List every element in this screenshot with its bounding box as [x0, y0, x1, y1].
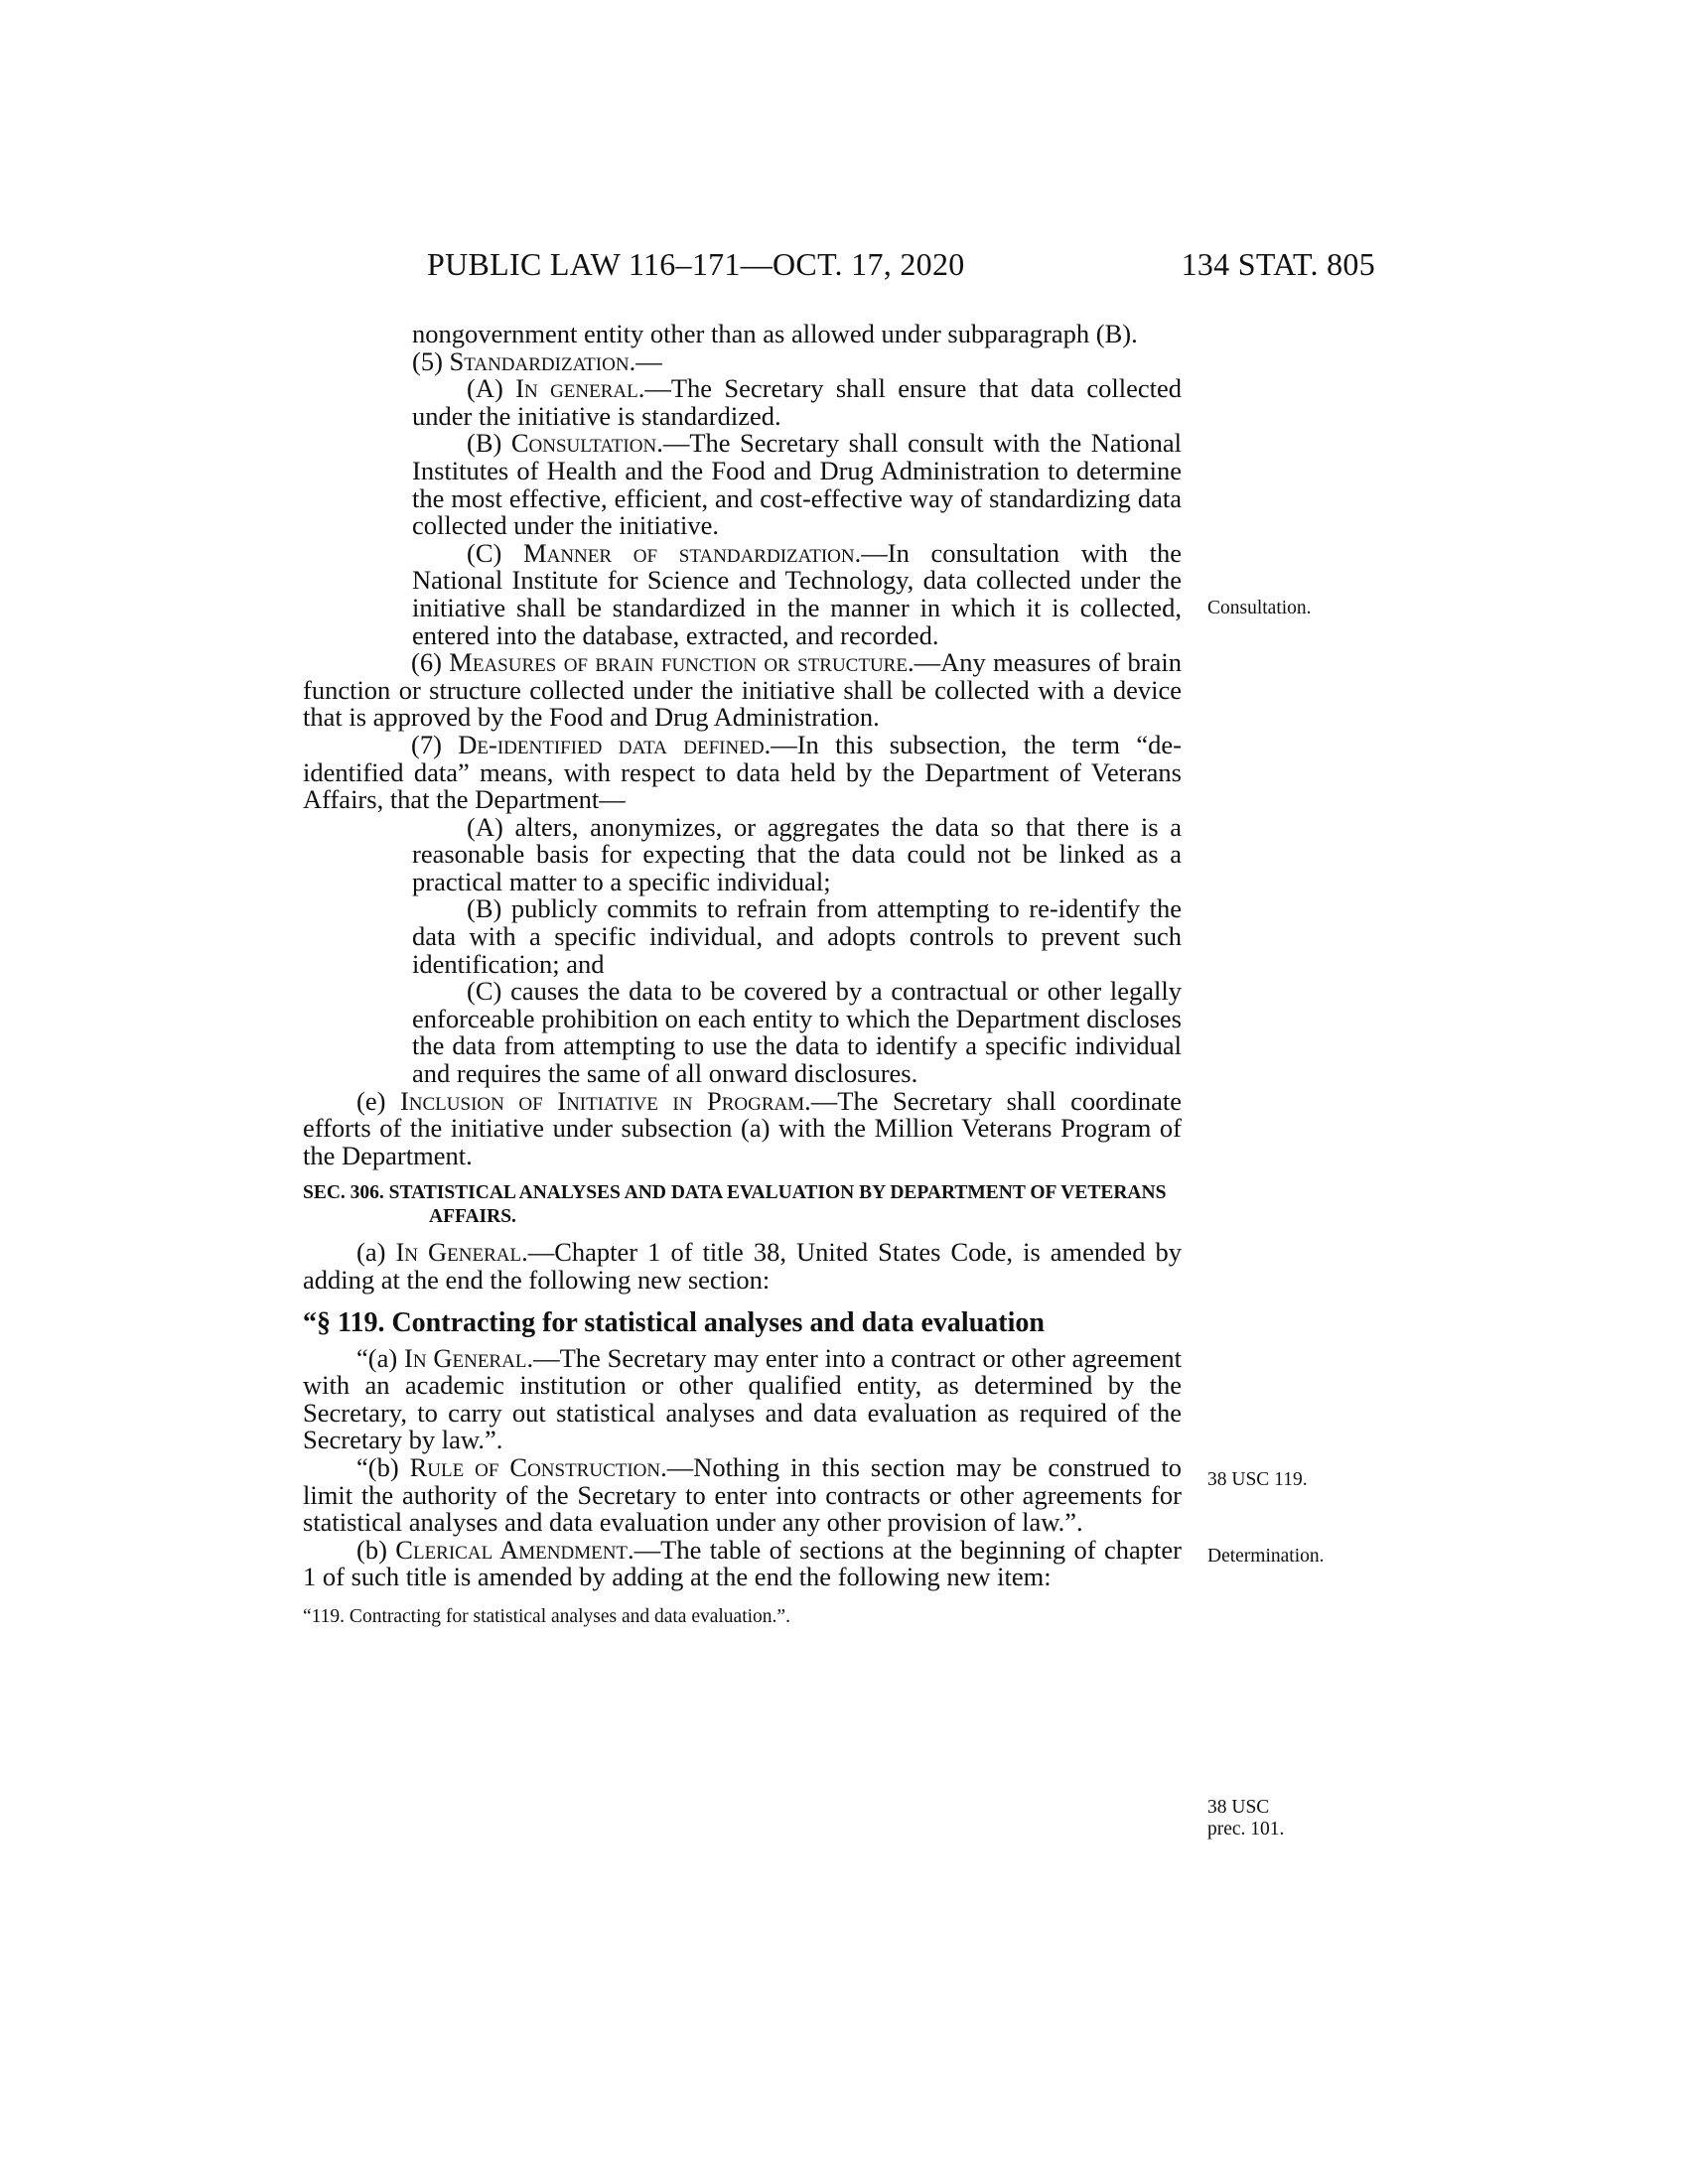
margin-note-consultation: Consultation.: [1207, 598, 1312, 618]
margin-note-usc-line: 38 USC: [1207, 1797, 1270, 1818]
section-119-heading: “§ 119. Contracting for statistical analyses and data evaluation: [303, 1306, 1045, 1338]
public-law-citation: PUBLIC LAW 116–171—OCT. 17, 2020: [427, 246, 965, 282]
paragraph-5c-manner: (C) Manner of standardization.—In consultation with the National Institute for Science and Technology, data collected under the initiative shall be standardized in the manner in which it is collected, entered into the database, extracted, and recorded.: [412, 537, 1182, 650]
paragraph-5b-consultation: (B) Consultation.—The Secretary shall consult with the National Institutes of Health and the Food and Drug Administration to determine the most effective, efficient, and cost-effective way of standardizing data collected under the initiative.: [412, 428, 1182, 541]
margin-note-prec-line: prec. 101.: [1207, 1819, 1285, 1840]
paragraph-6-brain-measures: (6) Measures of brain function or structure.—Any measures of brain function or structure collected under the initiative shall be collected with a device that is approved by the Food and Drug Administration.: [303, 647, 1182, 733]
paragraph-7-de-identified: (7) De-identified data defined.—In this subsection, the term “de-identified data” means, with respect to data held by the Department of Veterans Affairs, that the Department—: [303, 729, 1182, 815]
paragraph-5a-in-general: (A) In general.—The Secretary shall ensure that data collected under the initiative is standardized.: [412, 373, 1183, 431]
page-header: [427, 246, 1375, 286]
margin-note-38-usc-prec: [1207, 1797, 1284, 1841]
section-306-a: (a) In General.—Chapter 1 of title 38, United States Code, is amended by adding at the end the following new section:: [303, 1237, 1182, 1295]
margin-note-determination: Determination.: [1207, 1546, 1325, 1567]
document-body: [303, 321, 1182, 1629]
paragraph-7b: (B) publicly commits to refrain from attempting to re-identify the data with a specific individual, and adopts controls to prevent such identification; and: [412, 893, 1182, 979]
table-of-sections-item: “119. Contracting for statistical analyses and data evaluation.”.: [303, 1605, 790, 1627]
paragraph-e-inclusion: (e) Inclusion of Initiative in Program.—The Secretary shall coordinate efforts of the initiative under subsection (a) with the Million Veterans Program of the Department.: [303, 1085, 1182, 1170]
section-119-b: “(b) Rule of Construction.—Nothing in this section may be construed to limit the authority of the Secretary to enter into contracts or other agreements for statistical analyses and data evaluation under any other provision of law.”.: [303, 1451, 1182, 1538]
paragraph-5-standardization: (5) Standardization.—: [412, 345, 662, 376]
paragraph-7c: (C) causes the data to be covered by a contractual or other legally enforceable prohibition on each entity to which the Department discloses the data from attempting to use the data to identify a specific individual and requires the same of all onward disclosures.: [412, 976, 1182, 1089]
section-119-a: “(a) In General.—The Secretary may enter into a contract or other agreement with an academic institution or other qualified entity, as determined by the Secretary, to carry out statistical analyses and data evaluation as required of the Secretary by law.”.: [303, 1342, 1182, 1455]
section-306-heading: SEC. 306. STATISTICAL ANALYSES AND DATA EVALUATION BY DEPARTMENT OF VETERANS AFFAIRS.: [303, 1182, 1167, 1228]
paragraph-7a: (A) alters, anonymizes, or aggregates the data so that there is a reasonable basis for expecting that the data could not be linked as a practical matter to a specific individual;: [412, 811, 1182, 896]
section-306-b-clerical: (b) Clerical Amendment.—The table of sections at the beginning of chapter 1 of such title is amended by adding at the end the following new item:: [303, 1534, 1182, 1592]
stat-page-number: 134 STAT. 805: [1181, 246, 1375, 282]
margin-note-38-usc-119: 38 USC 119.: [1207, 1469, 1308, 1490]
paragraph-continuation: nongovernment entity other than as allowed under subparagraph (B).: [412, 319, 1138, 348]
